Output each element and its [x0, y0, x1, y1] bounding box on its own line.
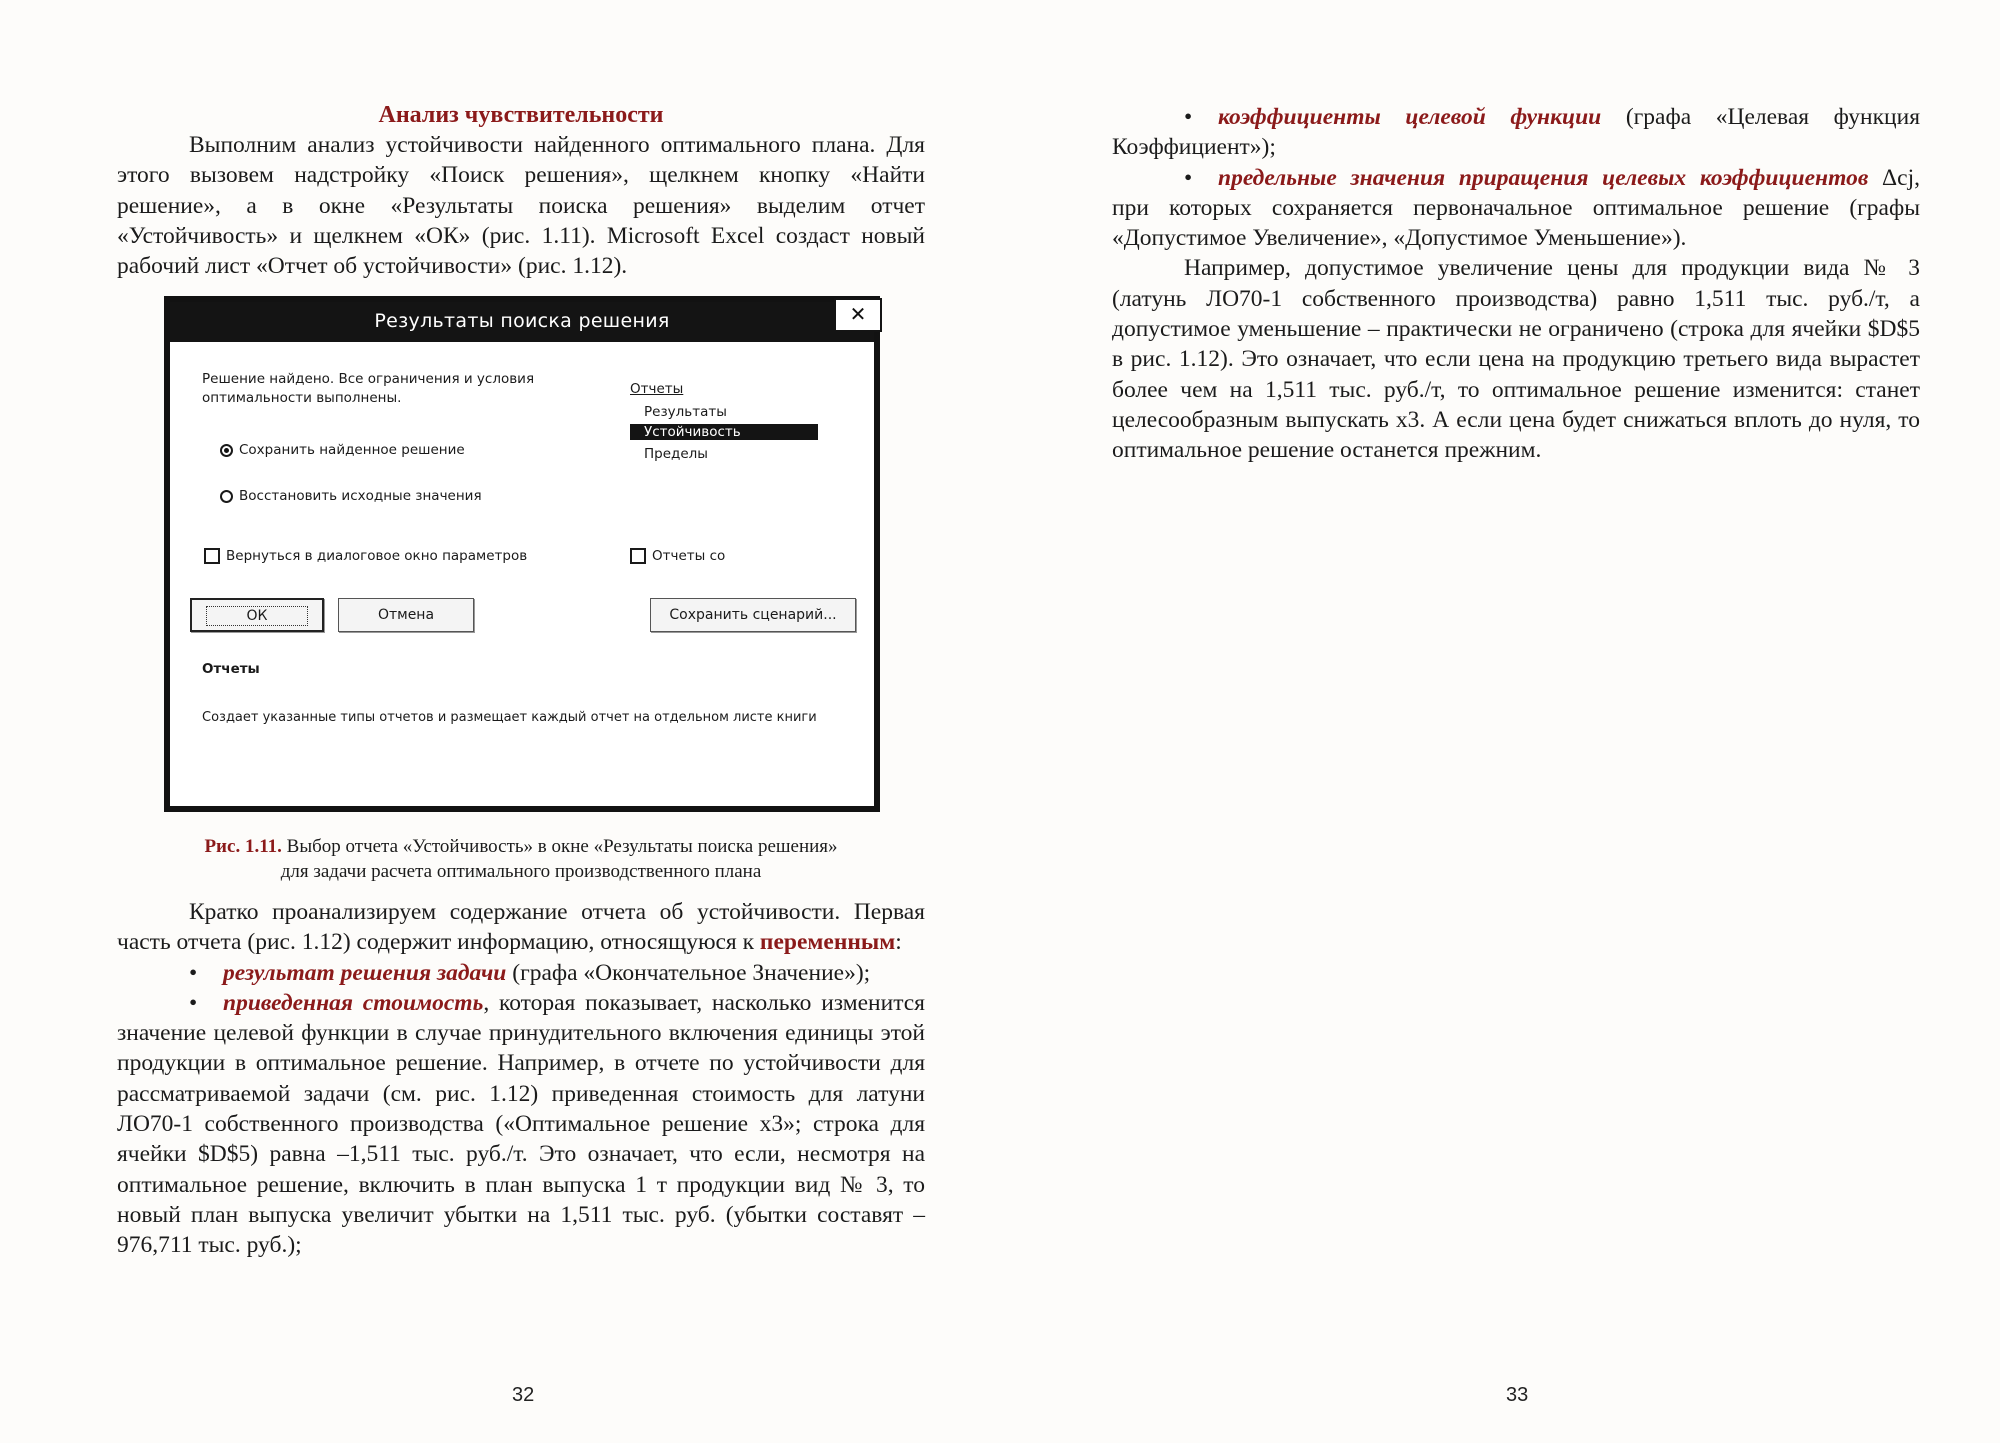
right-page — [1000, 0, 2000, 1443]
bullet3-term: коэффициенты целевой функции — [1218, 104, 1602, 130]
bullet1-term: результат решения задачи — [223, 959, 507, 986]
solver-results-dialog — [164, 296, 880, 812]
para2-term: переменным — [759, 929, 896, 956]
bullet1-rest: (графа «Окончательное Значение»); — [506, 959, 871, 986]
dialog-title-bar — [170, 302, 874, 342]
bullet-icon: • — [1184, 104, 1193, 130]
bullet3-rest: (графа «Целевая функция Коэффициент»); — [1112, 104, 1920, 161]
report-item-results[interactable]: Результаты — [644, 404, 727, 420]
right-text — [1112, 102, 1920, 466]
ok-button-label: ОК — [206, 606, 309, 626]
caption-line2: для задачи расчета оптимального производственного плана — [280, 861, 762, 882]
bullet-item — [117, 958, 925, 988]
close-icon[interactable]: ✕ — [834, 298, 882, 332]
section-heading: Анализ чувствительности — [378, 102, 664, 128]
save-scenario-button[interactable]: Сохранить сценарий... — [650, 598, 856, 632]
bullet-icon: • — [1184, 164, 1193, 191]
caption-text: Выбор отчета «Устойчивость» в окне «Результаты поиска решения» — [286, 836, 838, 857]
radio-checked-icon[interactable] — [220, 444, 233, 457]
bullet-icon: • — [189, 989, 198, 1016]
para2-start: Кратко проанализируем содержание отчета об устойчивости. Первая часть отчета (рис. 1.12) содержит информацию, относящуюся к — [117, 899, 925, 956]
intro-paragraph: Выполним анализ устойчивости найденного оптимального плана. Для этого вызовем надстройку «Поиск решения», щелкнем кнопку «Найти решение», а в окне «Результаты поиска решения» выделим отчет «Устойчивость» и щелкнем «ОК» (рис. 1.11). Microsoft Excel создаст новый рабочий лист «Отчет об устойчивости» (рис. 1.12). — [117, 132, 925, 280]
checkbox-outline-reports[interactable] — [630, 548, 725, 564]
radio-keep-solution[interactable] — [220, 442, 465, 458]
description-text: Создает указанные типы отчетов и размещает каждый отчет на отдельном листе книги — [202, 710, 817, 725]
page-number-left: 32 — [512, 1384, 535, 1406]
radio-keep-label: Сохранить найденное решение — [239, 442, 465, 458]
left-text-bottom — [117, 897, 925, 1261]
figure-caption — [117, 834, 925, 884]
page-number-right: 33 — [1506, 1384, 1529, 1406]
checkbox-icon[interactable] — [204, 548, 220, 564]
checkbox-outline-label: Отчеты со — [652, 548, 726, 564]
para2-end: : — [895, 929, 902, 956]
reports-label: Отчеты — [630, 381, 684, 397]
description-title: Отчеты — [202, 661, 260, 677]
dialog-title: Результаты поиска решения — [374, 310, 670, 332]
radio-restore-label: Восстановить исходные значения — [239, 488, 482, 504]
bullet-item — [1112, 102, 1920, 163]
bullet2-rest: , которая показывает, насколько изменится значение целевой функции в случае принудительного включения единицы этой продукции в оптимальное решение. Например, в отчете по устойчивости для рассматриваемой задачи (см. рис. 1.12) приведенная стоимость для латуни ЛО70-1 собственного производства («Оптимальное решение х3»; строка для ячейки $D$5) равна –1,511 тыс. руб./т. Это означает, что если, несмотря на оптимальное решение, включить в план выпуска 1 т продукции вид № 3, то новый план выпуска увеличит убытки на 1,511 тыс. руб. (убытки составят –976,711 тыс. руб.); — [117, 989, 925, 1259]
checkbox-icon[interactable] — [630, 548, 646, 564]
bullet2-term: приведенная стоимость — [223, 989, 484, 1016]
checkbox-return-dialog[interactable] — [204, 548, 527, 564]
caption-label: Рис. 1.11. — [204, 836, 282, 857]
dialog-body — [170, 342, 874, 806]
radio-restore-values[interactable] — [220, 488, 482, 504]
left-text-top — [117, 100, 925, 281]
report-item-limits[interactable]: Пределы — [644, 446, 708, 462]
bullet4-rest: Δcj, при которых сохраняется первоначальное оптимальное решение (графы «Допустимое Увеличение», «Допустимое Уменьшение»). — [1112, 164, 1920, 252]
paragraph-report-intro — [117, 897, 925, 958]
example-paragraph: Например, допустимое увеличение цены для продукции вида № 3 (латунь ЛО70-1 собственного производства) равно 1,511 тыс. руб./т, а допустимое уменьшение – практически не ограничено (строка для ячейки $D$5 в рис. 1.12). Это означает, что если цена на продукцию третьего вида вырастет более чем на 1,511 тыс. руб./т, то оптимальное решение изменится: станет целесообразным выпускать x3. А если цена будет снижаться вплоть до нуля, то оптимальное решение останется прежним. — [1112, 255, 1920, 464]
bullet-icon: • — [189, 959, 198, 986]
radio-unchecked-icon[interactable] — [220, 490, 233, 503]
bullet-item — [1112, 163, 1920, 254]
report-item-sensitivity[interactable]: Устойчивость — [630, 424, 818, 440]
bullet4-term: предельные значения приращения целевых коэффициентов — [1218, 164, 1869, 191]
status-message: Решение найдено. Все ограничения и условия оптимальности выполнены. — [202, 371, 535, 406]
checkbox-return-label: Вернуться в диалоговое окно параметров — [226, 548, 528, 564]
ok-button[interactable] — [190, 598, 324, 632]
bullet-item — [117, 988, 925, 1261]
cancel-button[interactable]: Отмена — [338, 598, 474, 632]
